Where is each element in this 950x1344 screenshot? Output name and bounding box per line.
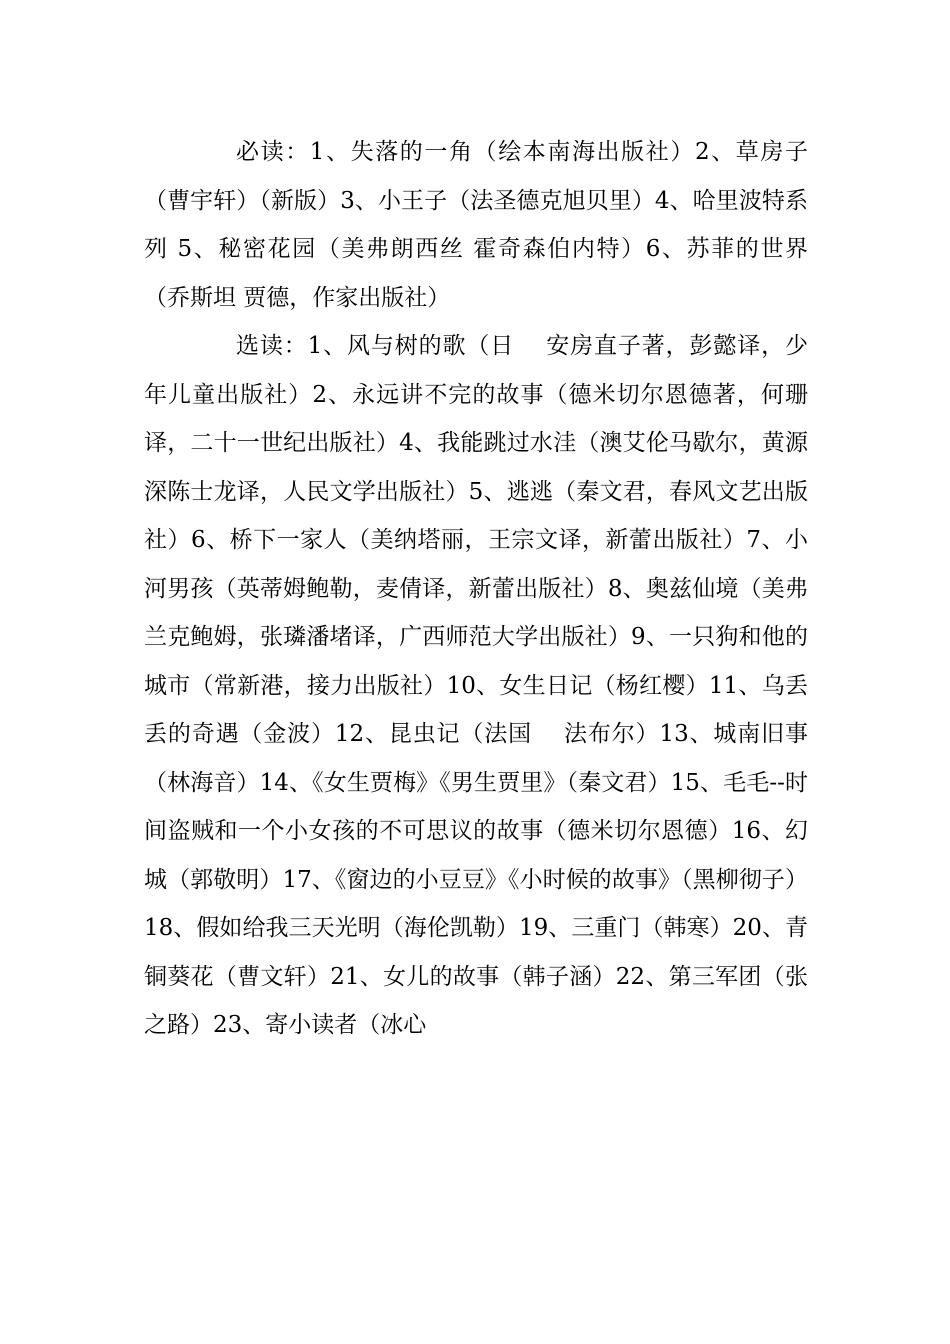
optional-reading-paragraph: 选读：1、风与树的歌（日 安房直子著，彭懿译，少年儿童出版社）2、永远讲不完的故事（德米切尔恩德著，何珊译，二十一世纪出版社）4、我能跳过水洼（澳艾伦马歇尔，黄源深陈士龙译，人民文学出版社）5、逃逃（秦文君，春风文艺出版社）6、桥下一家人（美纳塔丽，王宗文译，新蕾出版社）7、小河男孩（英蒂姆鲍勒，麦倩译，新蕾出版社）8、奥兹仙境（美弗兰克鲍姆，张璘潘堵译，广西师范大学出版社）9、一只狗和他的城市（常新港，接力出版社）10、女生日记（杨红樱）11、乌丢丢的奇遇（金波）12、昆虫记（法国 法布尔）13、城南旧事（林海音）14、《女生贾梅》《男生贾里》（秦文君）15、毛毛--时间盗贼和一个小女孩的不可思议的故事（德米切尔恩德）16、幻城（郭敬明）17、《窗边的小豆豆》《小时候的故事》（黑柳彻子）18、假如给我三天光明（海伦凯勒）19、三重门（韩寒）20、青铜葵花（曹文轩）21、女儿的故事（韩子涵）22、第三军团（张之路）23、寄小读者（冰心 [144, 333, 808, 1038]
document-page [144, 128, 808, 1050]
required-reading-paragraph: 必读：1、失落的一角（绘本南海出版社）2、草房子（曹宇轩）（新版）3、小王子（法圣德克旭贝里）4、哈里波特系列 5、秘密花园（美弗朗西丝 霍奇森伯内特）6、苏菲的世界（乔斯坦 贾德，作家出版社） [144, 139, 808, 311]
